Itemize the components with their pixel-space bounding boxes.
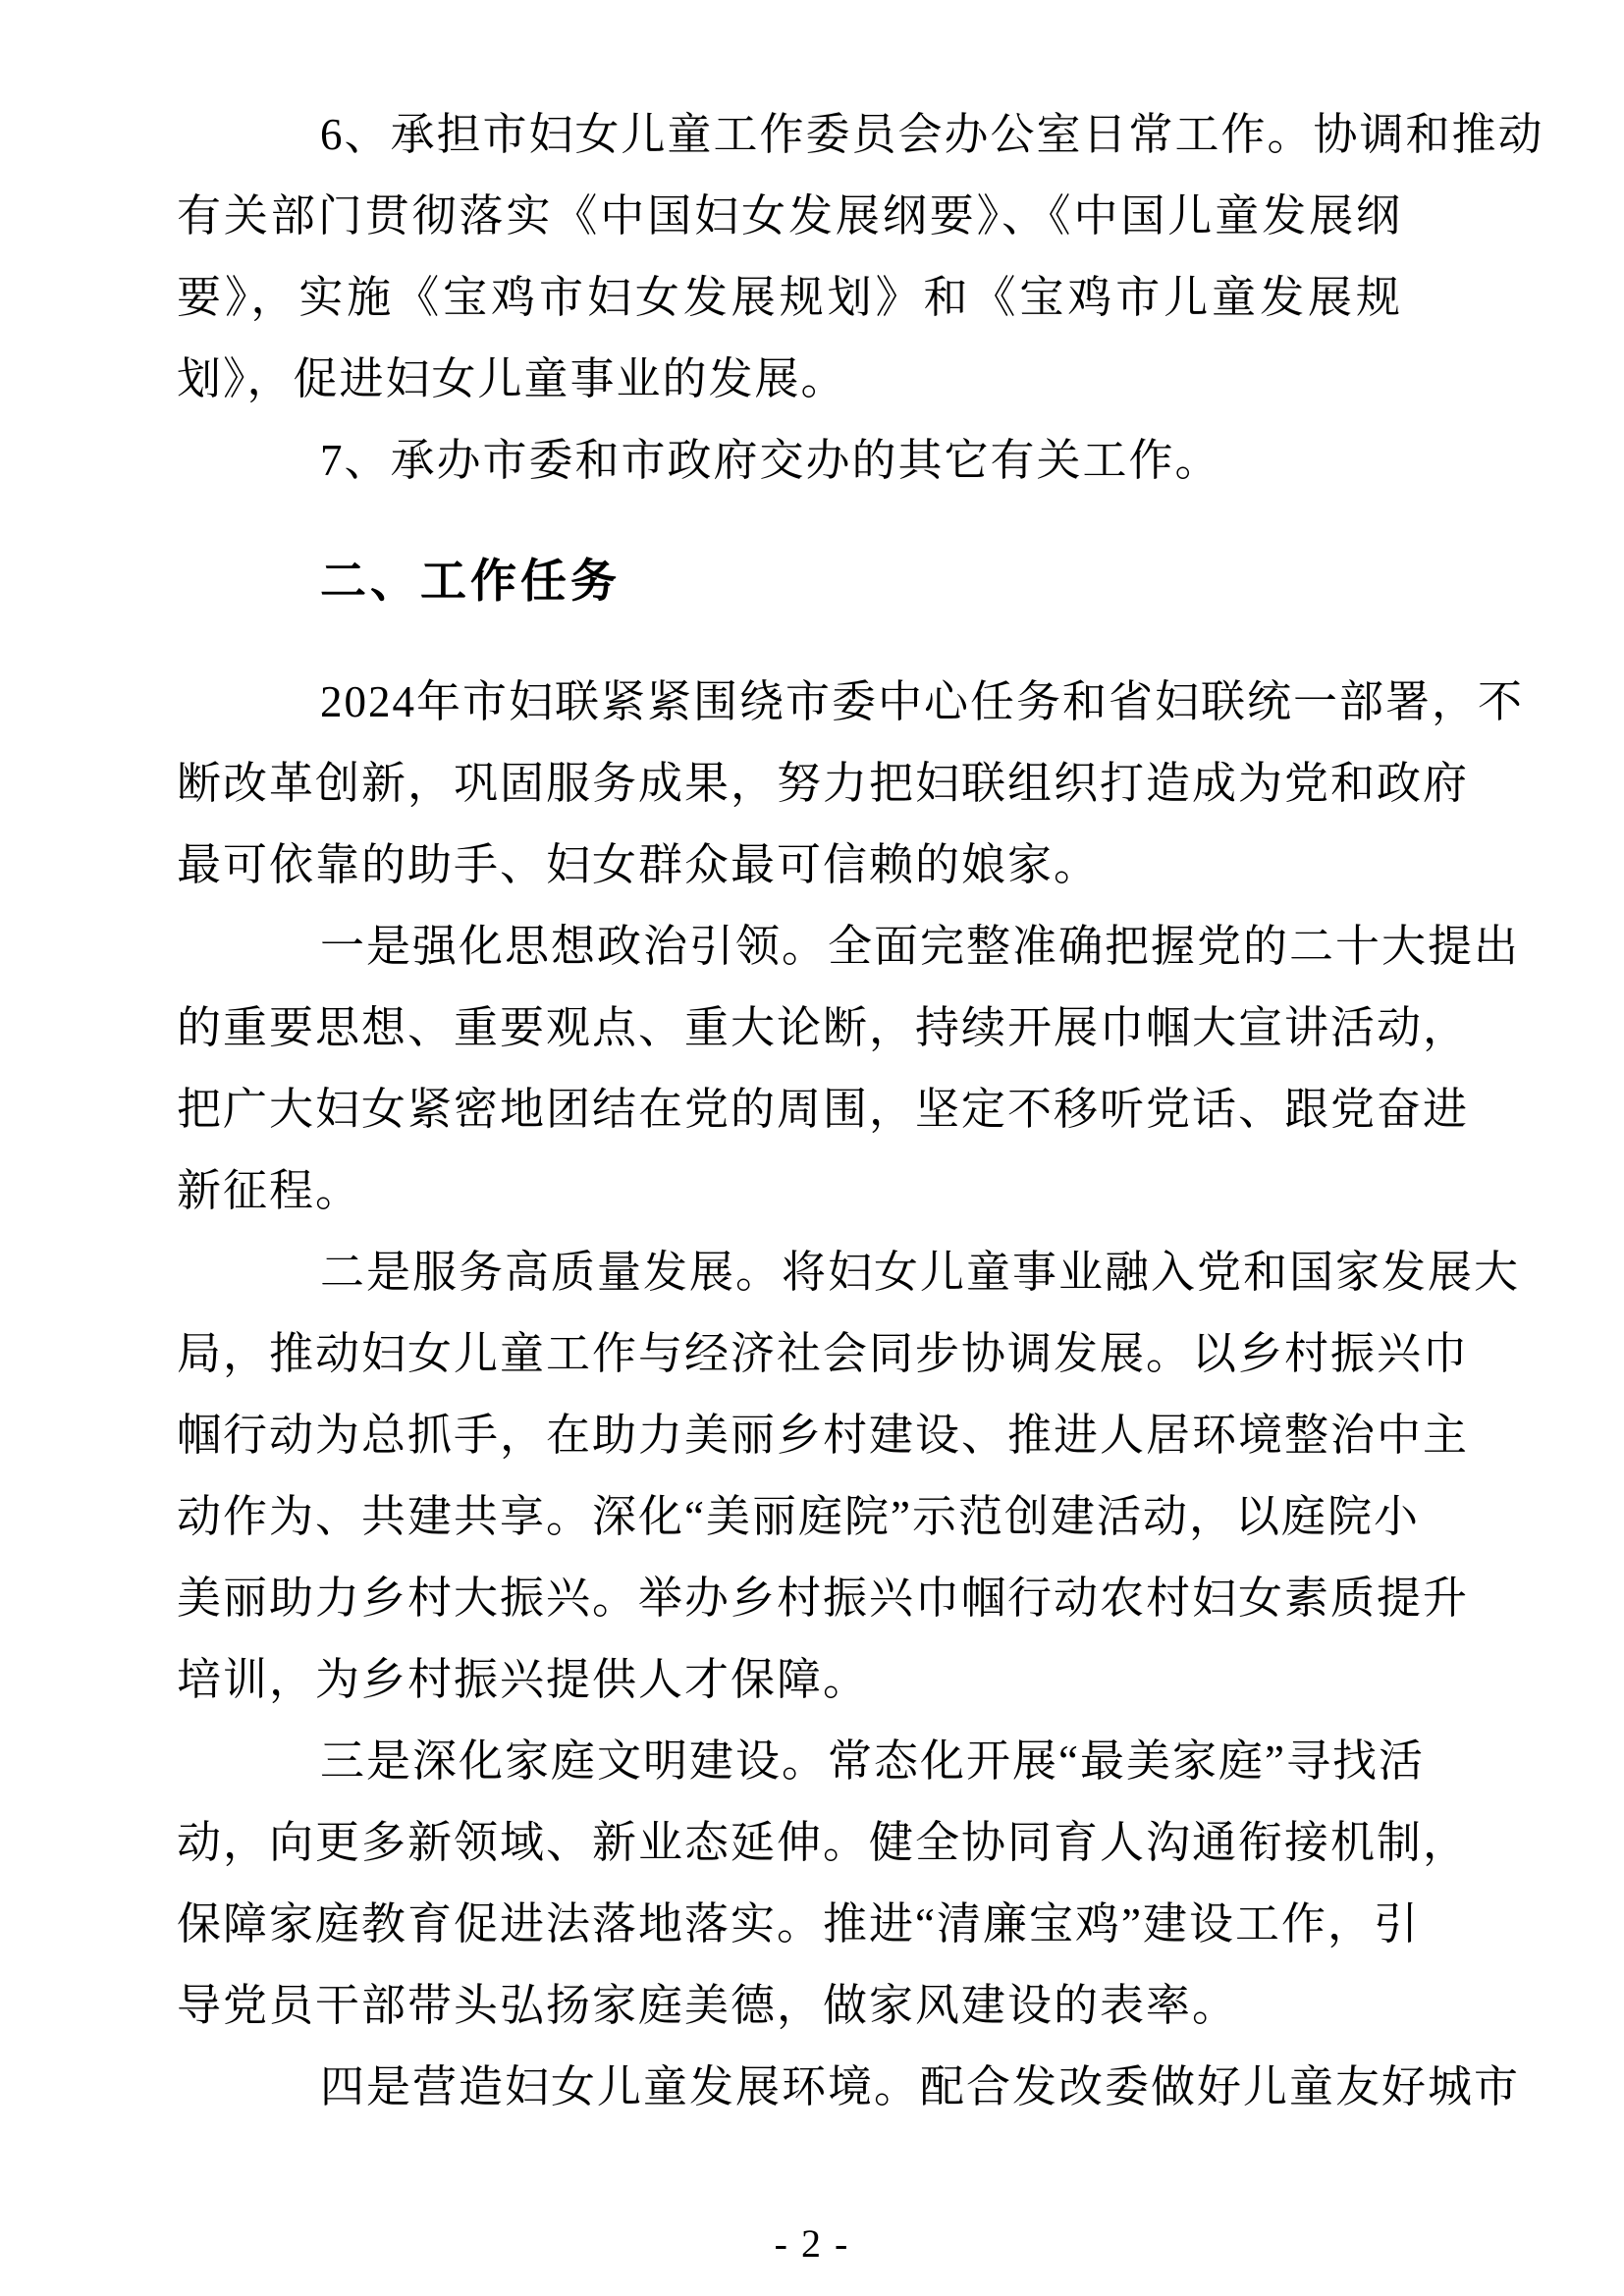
text-line: 导党员干部带头弘扬家庭美德，做家风建设的表率。 xyxy=(177,1981,1239,2030)
paragraph xyxy=(177,906,1521,1232)
document-body xyxy=(177,94,1544,2128)
text-line: 7、承办市委和市政府交办的其它有关工作。 xyxy=(320,436,1221,485)
text-line: 把广大妇女紧密地团结在党的周围，坚定不移听党话、跟党奋进 xyxy=(177,1085,1470,1134)
text-line: 动作为、共建共享。深化“美丽庭院”示范创建活动，以庭院小 xyxy=(177,1492,1420,1541)
text-line: 要》，实施《宝鸡市妇女发展规划》和《宝鸡市儿童发展规 xyxy=(177,273,1402,322)
text-line: 划》，促进妇女儿童事业的发展。 xyxy=(177,354,847,403)
page-number: - 2 - xyxy=(774,2221,850,2266)
paragraph xyxy=(177,1232,1521,1721)
text-line: 一是强化思想政治引领。全面完整准确把握党的二十大提出 xyxy=(320,922,1521,971)
text-line: 最可依靠的助手、妇女群众最可信赖的娘家。 xyxy=(177,840,1101,889)
text-line: 四是营造妇女儿童发展环境。配合发改委做好儿童友好城市 xyxy=(320,2062,1521,2111)
section-heading: 二、工作任务 xyxy=(320,555,621,609)
paragraph xyxy=(177,2047,1521,2128)
text-line: 帼行动为总抓手，在助力美丽乡村建设、推进人居环境整治中主 xyxy=(177,1411,1470,1460)
text-line: 新征程。 xyxy=(177,1166,362,1215)
text-line: 动，向更多新领域、新业态延伸。健全协同育人沟通衔接机制， xyxy=(177,1818,1470,1867)
text-line: 有关部门贯彻落实《中国妇女发展纲要》、《中国儿童发展纲 xyxy=(177,191,1402,240)
text-line: 三是深化家庭文明建设。常态化开展“最美家庭”寻找活 xyxy=(320,1736,1425,1786)
text-line: 局，推动妇女儿童工作与经济社会同步协调发展。以乡村振兴巾 xyxy=(177,1329,1470,1378)
text-line: 6、承担市妇女儿童工作委员会办公室日常工作。协调和推动 xyxy=(320,110,1544,159)
text-line: 断改革创新，巩固服务成果，努力把妇联组织打造成为党和政府 xyxy=(177,759,1470,808)
text-line: 的重要思想、重要观点、重大论断，持续开展巾帼大宣讲活动， xyxy=(177,1003,1470,1052)
text-line: 保障家庭教育促进法落地落实。推进“清廉宝鸡”建设工作，引 xyxy=(177,1899,1420,1949)
text-line: 培训，为乡村振兴提供人才保障。 xyxy=(177,1655,870,1704)
paragraph xyxy=(177,94,1544,420)
text-line: 2024年市妇联紧紧围绕市委中心任务和省妇联统一部署，不 xyxy=(320,677,1525,726)
paragraph xyxy=(177,1721,1470,2047)
paragraph xyxy=(177,662,1525,906)
text-line: 二是服务高质量发展。将妇女儿童事业融入党和国家发展大 xyxy=(320,1248,1521,1297)
text-line: 美丽助力乡村大振兴。举办乡村振兴巾帼行动农村妇女素质提升 xyxy=(177,1574,1470,1623)
paragraph xyxy=(177,420,1402,502)
